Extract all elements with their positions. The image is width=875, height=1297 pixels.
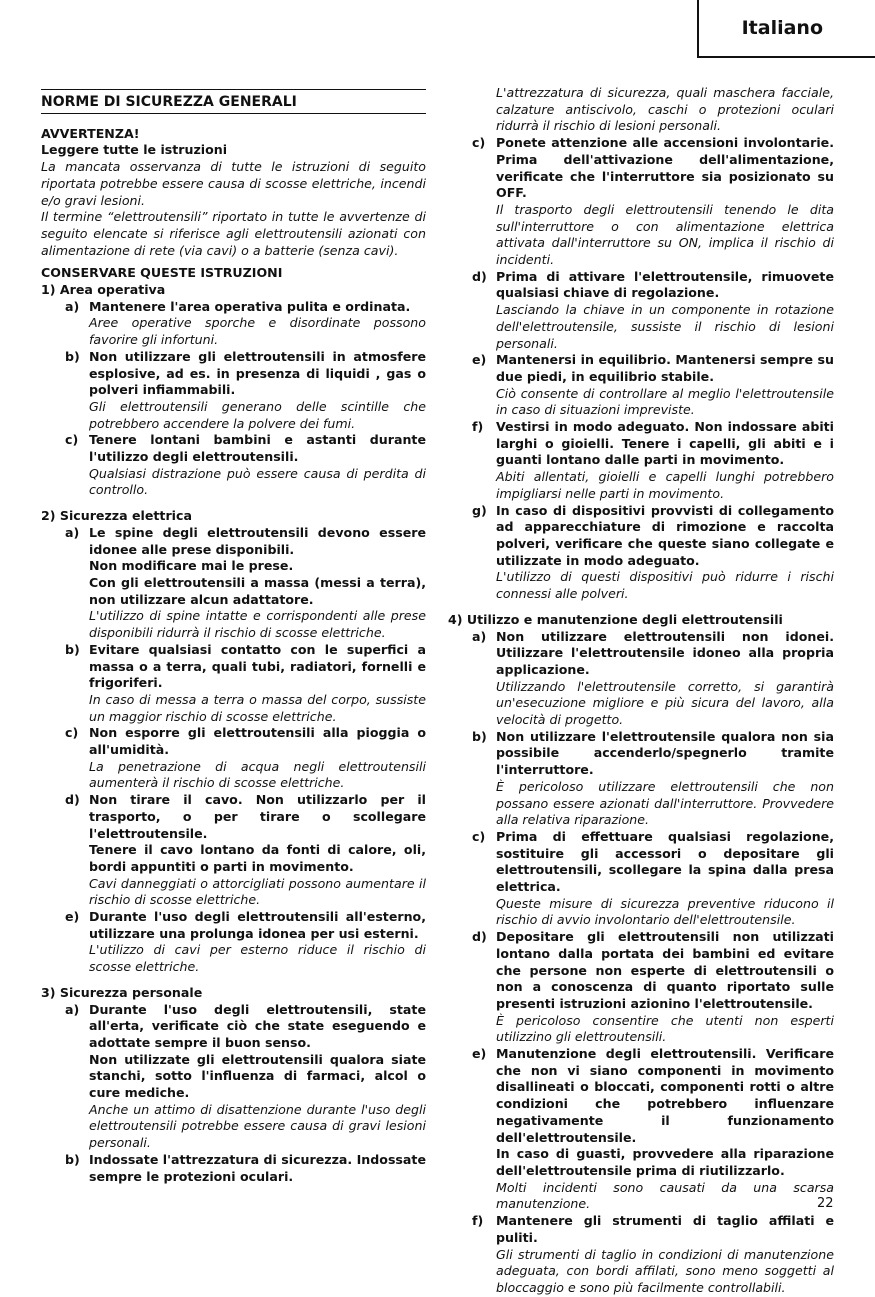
list-item-4e: e) Manutenzione degli elettroutensili. Verificare che non vi siano componenti in movimento disallineati o bloccati, componenti rotti o altre condizioni che potrebbero influenzare negativamente il funzionamento dell'elettroutensile. In caso di guasti, provvedere alla riparazione dell'elettroutensile prima di riutilizzarlo. Molti incidenti sono causati da una scarsa manutenzione. [472, 1046, 834, 1212]
list-item-2b: b) Evitare qualsiasi contatto con le superfici a massa o a terra, quali tubi, radiatori, fornelli e frigoriferi. In caso di messa a terra o massa del corpo, sussiste un maggior rischio di scosse elettriche. [65, 641, 426, 724]
list-item-3e: e) Mantenersi in equilibrio. Mantenersi sempre su due piedi, in equilibrio stabile. Ciò consente di controllare al meglio l'elettroutensile in caso di situazioni impreviste. [472, 352, 834, 418]
list-item-4b: b) Non utilizzare l'elettroutensile qualora non sia possibile accenderlo/spegnerlo tramite l'interruttore. È pericoloso utilizzare elettroutensili che non possano essere azionati dall'interruttore. Provvedere alla relativa riparazione. [472, 728, 834, 828]
list-item-2c: c) Non esporre gli elettroutensili alla pioggia o all'umidità. La penetrazione di acqua negli elettroutensili aumenterà il rischio di scosse elettriche. [65, 725, 426, 791]
section-1-title: 1) Area operativa [41, 282, 166, 298]
list-item-3d: d) Prima di attivare l'elettroutensile, rimuovete qualsiasi chiave di regolazione. Lasciando la chiave in un componente in rotazione dell'elettroutensile, sussiste il rischio di lesioni personali. [472, 268, 834, 351]
page-number: 22 [817, 1196, 834, 1211]
list-item-4d: d) Depositare gli elettroutensili non utilizzati lontano dalla portata dei bambini ed evitare che persone non esperte di elettroutensili o non a conoscenza di quanto riportato sulle presenti istruzioni azionino l'elettroutensile. È pericoloso consentire che utenti non esperti utilizzino gli elettroutensili. [472, 929, 834, 1045]
list-item-4a: a) Non utilizzare elettroutensili non idonei. Utilizzare l'elettroutensile idoneo alla propria applicazione. Utilizzando l'elettroutensile corretto, si garantirà un'esecuzione migliore e più sicura del lavoro, alla velocità di progetto. [472, 628, 834, 728]
section-title: NORME DI SICUREZZA GENERALI [41, 89, 426, 114]
list-item-1b: b) Non utilizzare gli elettroutensili in atmosfere esplosive, ad es. in presenza di liquidi , gas o polveri infiammabili. Gli elettroutensili generano delle scintille che potrebbero accendere la polvere dei fumi. [65, 348, 426, 431]
conserve-heading: CONSERVARE QUESTE ISTRUZIONI [41, 265, 283, 281]
section-2-title: 2) Sicurezza elettrica [41, 508, 192, 524]
list-item-4f: f) Mantenere gli strumenti di taglio affilati e puliti. Gli strumenti di taglio in condizioni di manutenzione adeguata, con bordi affilati, sono meno soggetti al bloccaggio e sono più facilmente controllabili. [472, 1213, 834, 1295]
list-item-4c: c) Prima di effettuare qualsiasi regolazione, sostituire gli accessori o depositare gli elettroutensili, scollegare la spina dalla presa elettrica. Queste misure di sicurezza preventive riducono il rischio di avvio involontario dell'elettroutensile. [472, 828, 834, 928]
intro-paragraph-2: Il termine “elettroutensili” riportato in tutte le avvertenze di seguito elencate si riferisce agli elettroutensili azionati con alimentazione di rete (via cavi) o a batterie (senza cavi). [41, 209, 426, 258]
list-item-3a: a) Durante l'uso degli elettroutensili, state all'erta, verificate ciò che state eseguendo e adottate sempre il buon senso. Non utilizzate gli elettroutensili qualora siate stanchi, sotto l'influenza di farmaci, alcol o cure mediche. Anche un attimo di disattenzione durante l'uso degli elettroutensili potrebbe essere causa di gravi lesioni personali. [65, 1001, 426, 1151]
list-item-3b: b) Indossate l'attrezzatura di sicurezza. Indossate sempre le protezioni oculari. [65, 1151, 426, 1184]
read-all-heading: Leggere tutte le istruzioni [41, 142, 228, 158]
list-item-1c: c) Tenere lontani bambini e astanti durante l'utilizzo degli elettroutensili. Qualsiasi distrazione può essere causa di perdita di controllo. [65, 432, 426, 498]
right-column [448, 85, 834, 1297]
intro-paragraph-1: La mancata osservanza di tutte le istruzioni di seguito riportata potrebbe essere causa di scosse elettriche, incendi e/o gravi lesioni. [41, 159, 426, 208]
list-item-3f: f) Vestirsi in modo adeguato. Non indossare abiti larghi o gioielli. Tenere i capelli, gli abiti e i guanti lontano dalle parti in movimento. Abiti allentati, gioielli e capelli lunghi potrebbero impigliarsi nelle parti in movimento. [472, 419, 834, 501]
section-4-title: 4) Utilizzo e manutenzione degli elettroutensili [448, 611, 783, 627]
list-item-2e: e) Durante l'uso degli elettroutensili all'esterno, utilizzare una prolunga idonea per usi esterni. L'utilizzo di cavi per esterno riduce il rischio di scosse elettriche. [65, 909, 426, 975]
section-3-title: 3) Sicurezza personale [41, 984, 203, 1000]
left-column [41, 86, 426, 1185]
list-item-1a: a) Mantenere l'area operativa pulita e ordinata. Aree operative sporche e disordinate possono favorire gli infortuni. [65, 298, 426, 348]
list-item-3g: g) In caso di dispositivi provvisti di collegamento ad apparecchiature di rimozione e raccolta polveri, verificare che queste siano collegate e utilizzate in modo adeguato. L'utilizzo di questi dispositivi può ridurre i rischi connessi alle polveri. [472, 502, 834, 602]
language-tab [697, 0, 875, 58]
language-label: Italiano [741, 17, 823, 39]
list-item-3b-continued: L'attrezzatura di sicurezza, quali maschera facciale, calzature antiscivolo, caschi o protezioni oculari ridurrà il rischio di lesioni personali. [496, 85, 834, 134]
list-item-2d: d) Non tirare il cavo. Non utilizzarlo per il trasporto, o per tirare o scollegare l'elettroutensile. Tenere il cavo lontano da fonti di calore, oli, bordi appuntiti o parti in movimento. Cavi danneggiati o attorcigliati possono aumentare il rischio di scosse elettriche. [65, 792, 426, 908]
list-item-2a: a) Le spine degli elettroutensili devono essere idonee alle prese disponibili. Non modificare mai le prese. Con gli elettroutensili a massa (messi a terra), non utilizzare alcun adattatore. L'utilizzo di spine intatte e corrispondenti alle prese disponibili ridurrà il rischio di scosse elettriche. [65, 524, 426, 641]
warning-heading: AVVERTENZA! [41, 125, 140, 141]
list-item-3c: c) Ponete attenzione alle accensioni involontarie. Prima dell'attivazione dell'alimentazione, verificate che l'interruttore sia posizionato su OFF. Il trasporto degli elettroutensili tenendo le dita sull'interruttore o con alimentazione elettrica attivata dall'interruttore su ON, implica il rischio di incidenti. [472, 135, 834, 268]
